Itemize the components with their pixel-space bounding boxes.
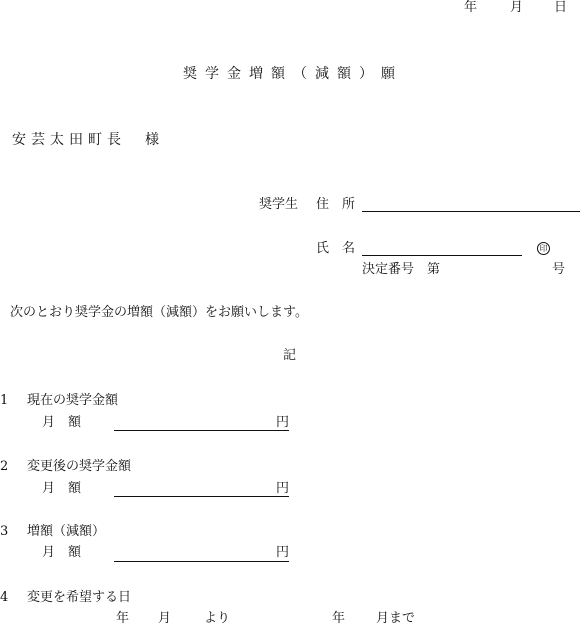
- item-1-amount-line: [114, 430, 289, 431]
- item-2-title: 変更後の奨学金額: [27, 459, 132, 474]
- item-2-amount-line: [114, 496, 289, 497]
- decision-number-label: 決定番号 第: [362, 262, 441, 277]
- address-label: 住 所: [316, 197, 356, 212]
- item-1-number: 1: [0, 393, 9, 408]
- item-3-unit: 円: [276, 545, 290, 560]
- address-line: [362, 211, 580, 212]
- name-line: [362, 255, 522, 256]
- request-sentence: 次のとおり奨学金の増額（減額）をお願いします。: [10, 305, 308, 320]
- decision-number-suffix: 号: [552, 262, 566, 277]
- date-month-label: 月: [510, 0, 524, 15]
- item-4-title: 変更を希望する日: [27, 590, 132, 605]
- item-4-number: 4: [0, 590, 9, 605]
- item-1-row-label: 月 額: [42, 415, 82, 430]
- item-4-from-suffix: より: [204, 611, 231, 626]
- recipient: 安芸太田町長 様: [12, 132, 164, 148]
- name-label: 氏 名: [316, 241, 356, 256]
- item-1-unit: 円: [276, 415, 290, 430]
- note-heading: 記: [283, 348, 297, 363]
- item-4-from-year: 年: [116, 611, 130, 626]
- item-3-title: 増額（減額）: [27, 524, 106, 539]
- date-year-label: 年: [464, 0, 478, 15]
- item-4-from-month: 月: [158, 611, 172, 626]
- item-3-amount-line: [114, 561, 289, 562]
- item-4-to-year: 年: [332, 611, 346, 626]
- item-4-to-month-suffix: 月まで: [376, 611, 416, 626]
- item-2-row-label: 月 額: [42, 481, 82, 496]
- item-2-number: 2: [0, 459, 9, 474]
- item-1-title: 現在の奨学金額: [27, 393, 119, 408]
- item-3-number: 3: [0, 524, 9, 539]
- date-day-label: 日: [554, 0, 568, 15]
- item-2-unit: 円: [276, 481, 290, 496]
- item-3-row-label: 月 額: [42, 545, 82, 560]
- applicant-label: 奨学生: [259, 197, 299, 212]
- document-title: 奨学金増額（減額）願: [183, 66, 403, 82]
- seal-mark: 印: [537, 242, 550, 255]
